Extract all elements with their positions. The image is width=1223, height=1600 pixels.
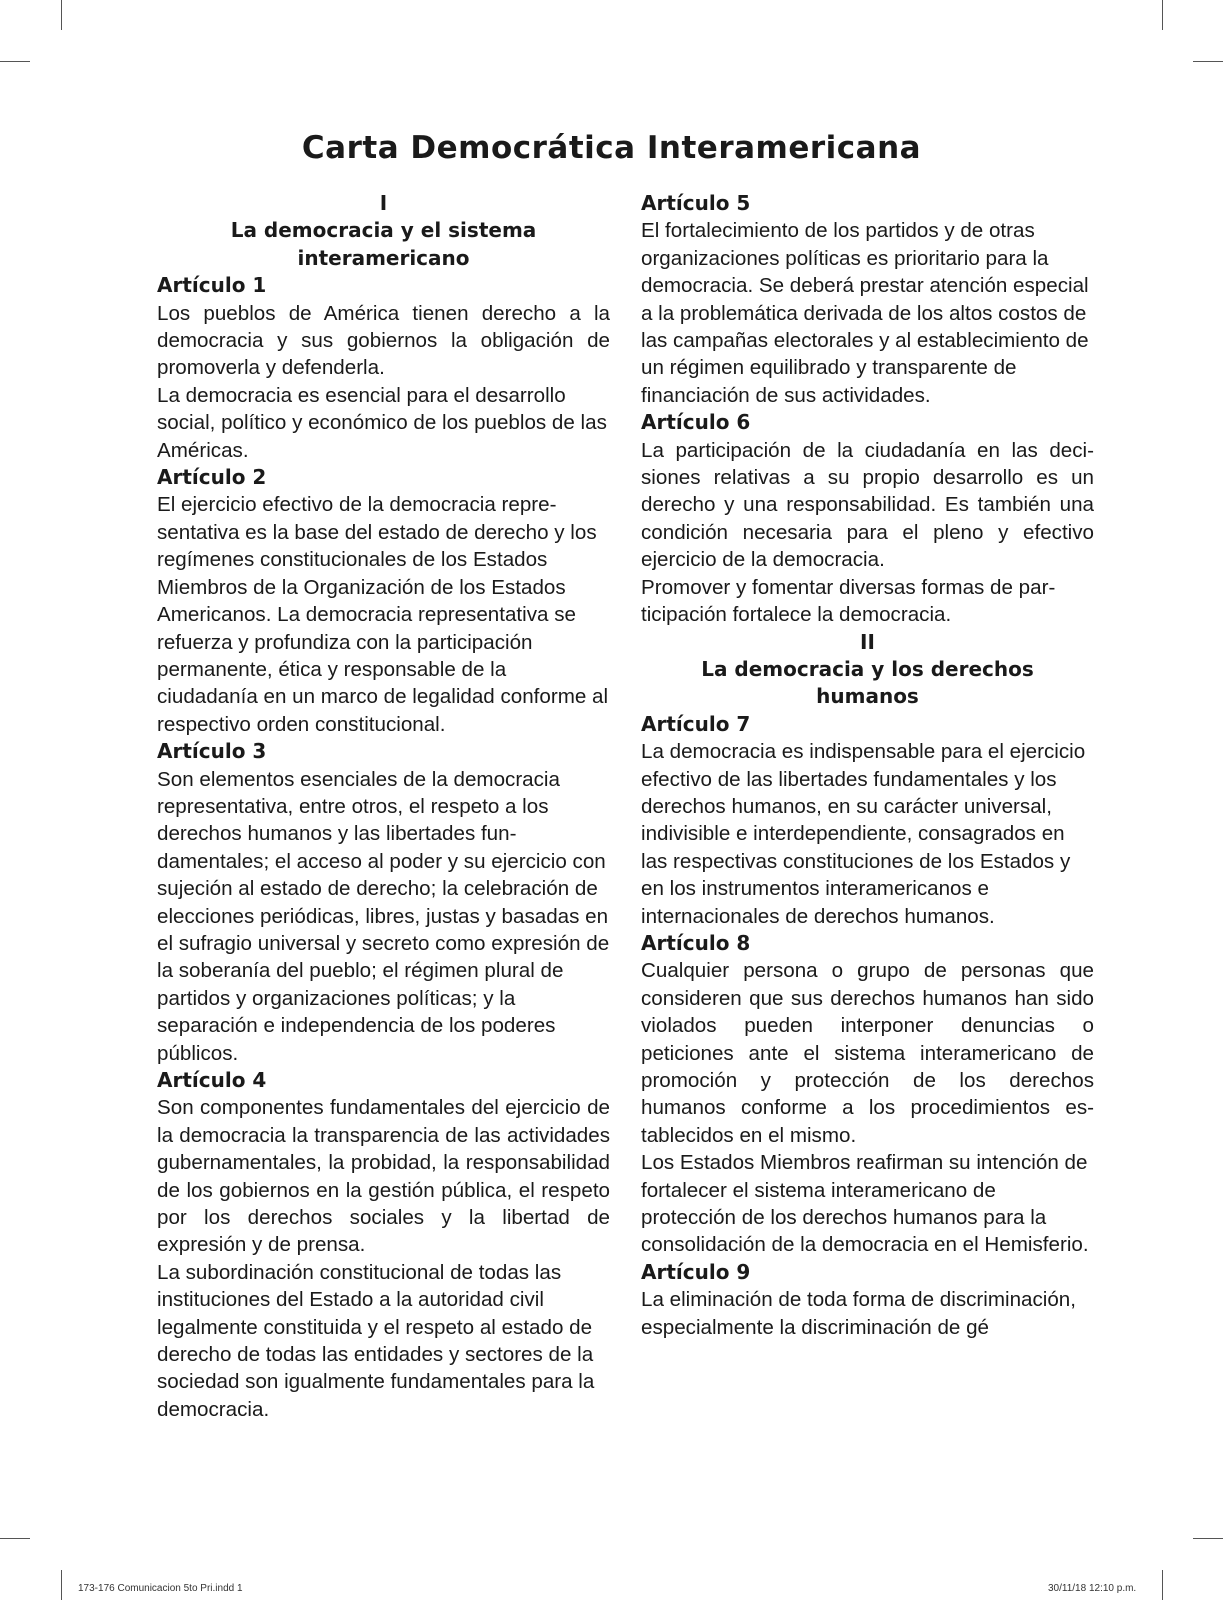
article-paragraph: Son componentes fundamentales del ejercicio de la democracia la transparencia de las actividades gubernamentales, la probidad, la responsabilidad de los gobiernos en la gestión pública, el respeto por los derechos sociales y la libertad de expresión y de prensa.: [157, 1096, 610, 1257]
section-title: La democracia y el sistema interamericano: [230, 218, 537, 270]
section-number: II: [860, 629, 875, 654]
article-heading: Artículo 9: [641, 1259, 751, 1284]
article-list: [641, 711, 1094, 1341]
page-title: Carta Democrática Interamericana: [301, 130, 922, 166]
article-paragraph: La democracia es indispensable para el ejercicio efectivo de las libertades fundamentales y los derechos humanos, en su carácter universal, indivisible e interdependiente, consagrados en las respectivas constituciones de los Estados y en los instrumentos interamericanos e internacionales de derechos humanos.: [641, 740, 1086, 928]
article-paragraph: Los Estados Miembros reafirman su intención de fortalecer el sistema interamericano de protección de los derechos humanos para la consolidación de la democracia en el Hemisferio.: [641, 1151, 1089, 1257]
article-paragraph: El fortalecimiento de los partidos y de otras organizaciones políticas es prioritario para la democracia. Se deberá prestar atención especial a la problemática derivada de los altos costos de las campañas electorales y al establecimiento de un régimen equilibrado y transparente de financiación de sus actividades.: [641, 219, 1089, 407]
article-heading: Artículo 6: [641, 410, 751, 435]
article-heading: Artículo 8: [641, 930, 751, 955]
article-paragraph: La subordinación constitucional de todas las instituciones del Estado a la autoridad civil legalmente constituida y el respeto al estado de derecho de todas las entidades y sectores de la sociedad son igualmente fundamentales para la democracia.: [157, 1260, 595, 1421]
article-heading: Artículo 4: [157, 1068, 267, 1092]
article-paragraph: Son elementos esenciales de la democracia representativa, entre otros, el respeto a los derechos humanos y las libertades fundamentales; el acceso al poder y su ejercicio con sujeción al estado de derecho; la celebración de elecciones periódicas, libres, justas y basadas en el sufragio universal y secreto como expresión de la soberanía del pueblo; el régimen plural de partidos y organizaciones políticas; y la separación e independencia de los poderes públicos.: [157, 767, 610, 1065]
footer-file-name: 173-176 Comunicacion 5to Pri.indd 1: [78, 1583, 243, 1594]
article-paragraph: El ejercicio efectivo de la democracia representativa es la base del estado de derecho y los regímenes constitucionales de los Estados Miembros de la Organización de los Estados Americanos. La democracia representativa se refuerza y profundiza con la participación permanente, ética y responsable de la ciudadanía en un marco de legalidad conforme al respectivo orden constitucional.: [157, 493, 609, 736]
crop-mark: [61, 1570, 62, 1600]
article-paragraph: Promover y fomentar diversas formas de participación fortalece la democracia.: [641, 575, 1056, 627]
article-heading: Artículo 1: [157, 273, 267, 298]
crop-mark: [1193, 61, 1223, 62]
section-number: I: [379, 191, 388, 215]
crop-mark: [61, 0, 62, 30]
crop-mark: [0, 1538, 30, 1539]
crop-mark: [1193, 1538, 1223, 1539]
article-paragraph: La eliminación de toda forma de discriminación, especialmente la discriminación de gé: [641, 1288, 1076, 1339]
crop-mark: [1162, 0, 1163, 30]
section-title: La democracia y los derechos humanos: [701, 656, 1034, 709]
article-paragraph: Los pueblos de América tienen derecho a la democracia y sus gobiernos la obligación de promoverla y defenderla.: [157, 301, 610, 380]
footer-date-time: 30/11/18 12:10 p.m.: [1048, 1583, 1137, 1594]
left-column: [157, 190, 610, 1423]
crop-mark: [1162, 1570, 1163, 1600]
crop-mark: [0, 61, 30, 62]
article-paragraph: La participación de la ciudadanía en las decisiones relativas a su propio desarrollo es un derecho y una responsabilidad. Es también una condición necesaria para el pleno y efectivo ejercicio de la democracia.: [641, 438, 1094, 572]
article-heading: Artículo 3: [157, 739, 267, 764]
article-heading: Artículo 5: [641, 191, 751, 215]
article-paragraph: La democracia es esencial para el desarrollo social, político y económico de los pueblos de las Américas.: [157, 383, 607, 462]
article-heading: Artículo 2: [157, 465, 267, 490]
right-column: [641, 190, 1094, 1341]
article-paragraph: Cualquier persona o grupo de personas que consideren que sus derechos humanos han sido violados pueden interponer denuncias o peticiones ante el sistema interamericano de promoción y protección de los derechos humanos conforme a los procedimientos establecidos en el mismo.: [641, 959, 1094, 1147]
article-list: [157, 272, 610, 1423]
article-list: [641, 190, 1094, 629]
article-heading: Artículo 7: [641, 711, 751, 736]
